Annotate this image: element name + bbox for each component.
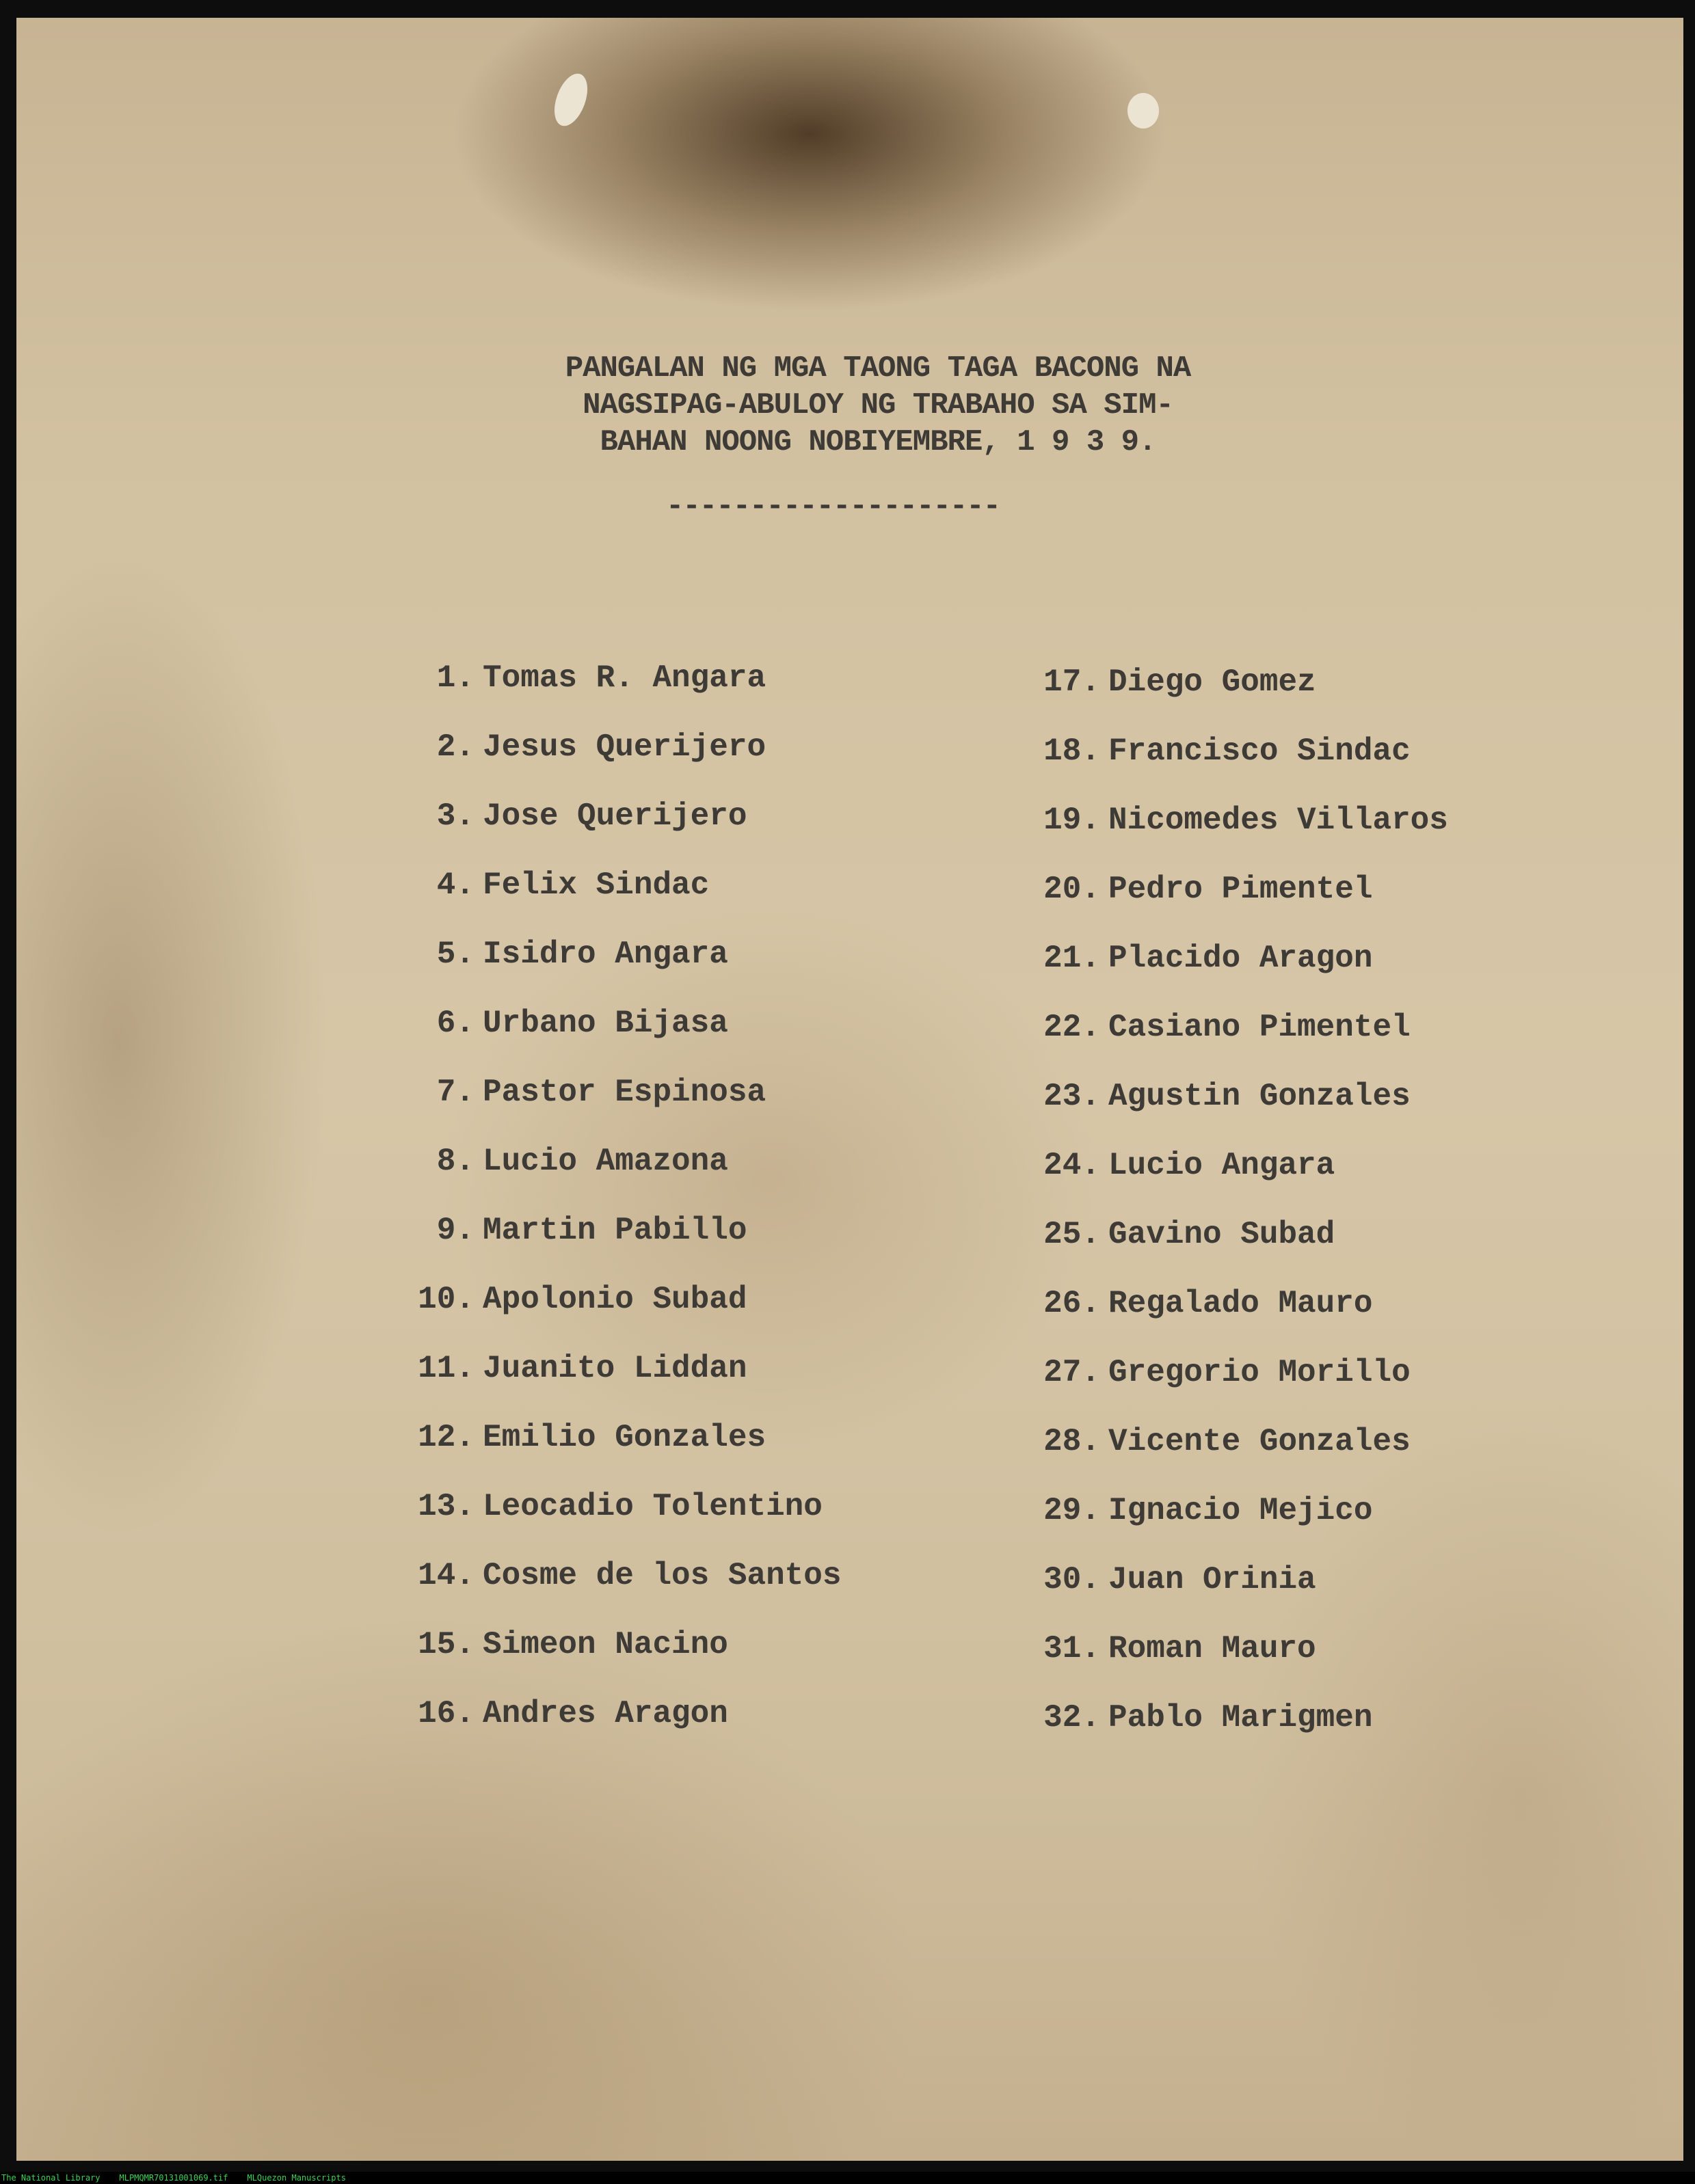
- item-number: 23.: [1043, 1079, 1100, 1114]
- item-name: Gavino Subad: [1108, 1217, 1335, 1252]
- item-name: Agustin Gonzales: [1108, 1079, 1411, 1114]
- list-item: [386, 851, 842, 920]
- item-number: 19.: [1043, 803, 1100, 838]
- item-name: Juan Orinia: [1108, 1562, 1316, 1597]
- item-number: 21.: [1043, 941, 1100, 976]
- item-number: 30.: [1043, 1562, 1100, 1597]
- list-item: [1011, 1477, 1448, 1546]
- item-name: Regalado Mauro: [1108, 1286, 1373, 1321]
- item-number: 24.: [1043, 1148, 1100, 1183]
- paper-sheet: [16, 18, 1683, 2161]
- item-name: Diego Gomez: [1108, 664, 1316, 700]
- item-name: Tomas R. Angara: [483, 660, 766, 696]
- item-number: 15.: [418, 1627, 475, 1662]
- torn-hole-right: [1127, 93, 1159, 129]
- names-list-right: [1011, 648, 1448, 1753]
- list-item: [1011, 786, 1448, 855]
- item-name: Casiano Pimentel: [1108, 1010, 1411, 1045]
- list-item: [386, 1058, 842, 1127]
- list-item: [1011, 1546, 1448, 1615]
- item-name: Juanito Liddan: [483, 1351, 747, 1386]
- item-number: 31.: [1043, 1631, 1100, 1667]
- item-number: 18.: [1043, 733, 1100, 769]
- item-number: 28.: [1043, 1424, 1100, 1459]
- list-item: [386, 644, 842, 713]
- item-name: Ignacio Mejico: [1108, 1493, 1373, 1528]
- item-number: 17.: [1043, 664, 1100, 700]
- heading-underline: --------------------: [666, 489, 1000, 524]
- item-name: Lucio Angara: [1108, 1148, 1335, 1183]
- list-item: [1011, 855, 1448, 924]
- list-item: [386, 782, 842, 851]
- list-item: [1011, 648, 1448, 717]
- list-item: [386, 1403, 842, 1472]
- item-number: 14.: [418, 1558, 475, 1593]
- list-item: [1011, 1269, 1448, 1338]
- item-name: Apolonio Subad: [483, 1282, 747, 1317]
- item-name: Cosme de los Santos: [483, 1558, 842, 1593]
- item-number: 3.: [436, 798, 475, 834]
- item-number: 20.: [1043, 872, 1100, 907]
- item-name: Simeon Nacino: [483, 1627, 728, 1662]
- item-number: 13.: [418, 1489, 475, 1524]
- list-item: [1011, 1062, 1448, 1131]
- item-number: 27.: [1043, 1355, 1100, 1390]
- list-item: [386, 1680, 842, 1749]
- item-number: 7.: [436, 1075, 475, 1110]
- item-name: Francisco Sindac: [1108, 733, 1411, 769]
- item-number: 32.: [1043, 1700, 1100, 1736]
- item-name: Pastor Espinosa: [483, 1075, 766, 1110]
- names-list-left: [386, 644, 842, 1749]
- item-name: Urbano Bijasa: [483, 1006, 728, 1041]
- item-name: Emilio Gonzales: [483, 1420, 766, 1455]
- item-name: Gregorio Morillo: [1108, 1355, 1411, 1390]
- item-number: 25.: [1043, 1217, 1100, 1252]
- item-name: Roman Mauro: [1108, 1631, 1316, 1667]
- footer-library: The National Library: [1, 2173, 101, 2183]
- item-number: 29.: [1043, 1493, 1100, 1528]
- list-item: [386, 1334, 842, 1403]
- list-item: [386, 1541, 842, 1610]
- item-number: 8.: [436, 1144, 475, 1179]
- list-item: [1011, 1684, 1448, 1753]
- document-heading: [399, 350, 1357, 461]
- heading-line: PANGALAN NG MGA TAONG TAGA BACONG NA: [565, 351, 1191, 386]
- item-name: Pedro Pimentel: [1108, 872, 1373, 907]
- item-name: Andres Aragon: [483, 1696, 728, 1731]
- item-number: 9.: [436, 1213, 475, 1248]
- list-item: [386, 1610, 842, 1680]
- list-item: [1011, 717, 1448, 786]
- heading-line: BAHAN NOONG NOBIYEMBRE, 1 9 3 9.: [600, 425, 1156, 459]
- item-name: Pablo Marigmen: [1108, 1700, 1373, 1736]
- item-number: 6.: [436, 1006, 475, 1041]
- item-name: Nicomedes Villaros: [1108, 803, 1448, 838]
- item-name: Vicente Gonzales: [1108, 1424, 1411, 1459]
- list-item: [1011, 1131, 1448, 1200]
- torn-hole-left: [548, 69, 594, 131]
- item-name: Leocadio Tolentino: [483, 1489, 823, 1524]
- list-item: [1011, 1407, 1448, 1477]
- list-item: [1011, 1338, 1448, 1407]
- item-number: 16.: [418, 1696, 475, 1731]
- item-number: 12.: [418, 1420, 475, 1455]
- item-name: Felix Sindac: [483, 867, 710, 903]
- list-item: [386, 713, 842, 782]
- list-item: [386, 989, 842, 1058]
- item-number: 4.: [436, 867, 475, 903]
- list-item: [386, 1265, 842, 1334]
- item-name: Isidro Angara: [483, 936, 728, 972]
- scan-footer: [0, 2172, 1695, 2184]
- list-item: [386, 1127, 842, 1196]
- item-number: 10.: [418, 1282, 475, 1317]
- item-number: 2.: [436, 729, 475, 765]
- footer-collection: MLQuezon Manuscripts: [247, 2173, 346, 2183]
- list-item: [1011, 993, 1448, 1062]
- item-number: 1.: [436, 660, 475, 696]
- heading-line: NAGSIPAG-ABULOY NG TRABAHO SA SIM-: [583, 388, 1173, 422]
- list-item: [1011, 924, 1448, 993]
- item-number: 5.: [436, 936, 475, 972]
- item-name: Jose Querijero: [483, 798, 747, 834]
- list-item: [386, 1472, 842, 1541]
- list-item: [1011, 1615, 1448, 1684]
- item-number: 26.: [1043, 1286, 1100, 1321]
- list-item: [386, 1196, 842, 1265]
- item-number: 22.: [1043, 1010, 1100, 1045]
- item-name: Placido Aragon: [1108, 941, 1373, 976]
- list-item: [1011, 1200, 1448, 1269]
- item-number: 11.: [418, 1351, 475, 1386]
- item-name: Jesus Querijero: [483, 729, 766, 765]
- item-name: Lucio Amazona: [483, 1144, 728, 1179]
- list-item: [386, 920, 842, 989]
- footer-filename: MLPMQMR70131001069.tif: [119, 2173, 228, 2183]
- item-name: Martin Pabillo: [483, 1213, 747, 1248]
